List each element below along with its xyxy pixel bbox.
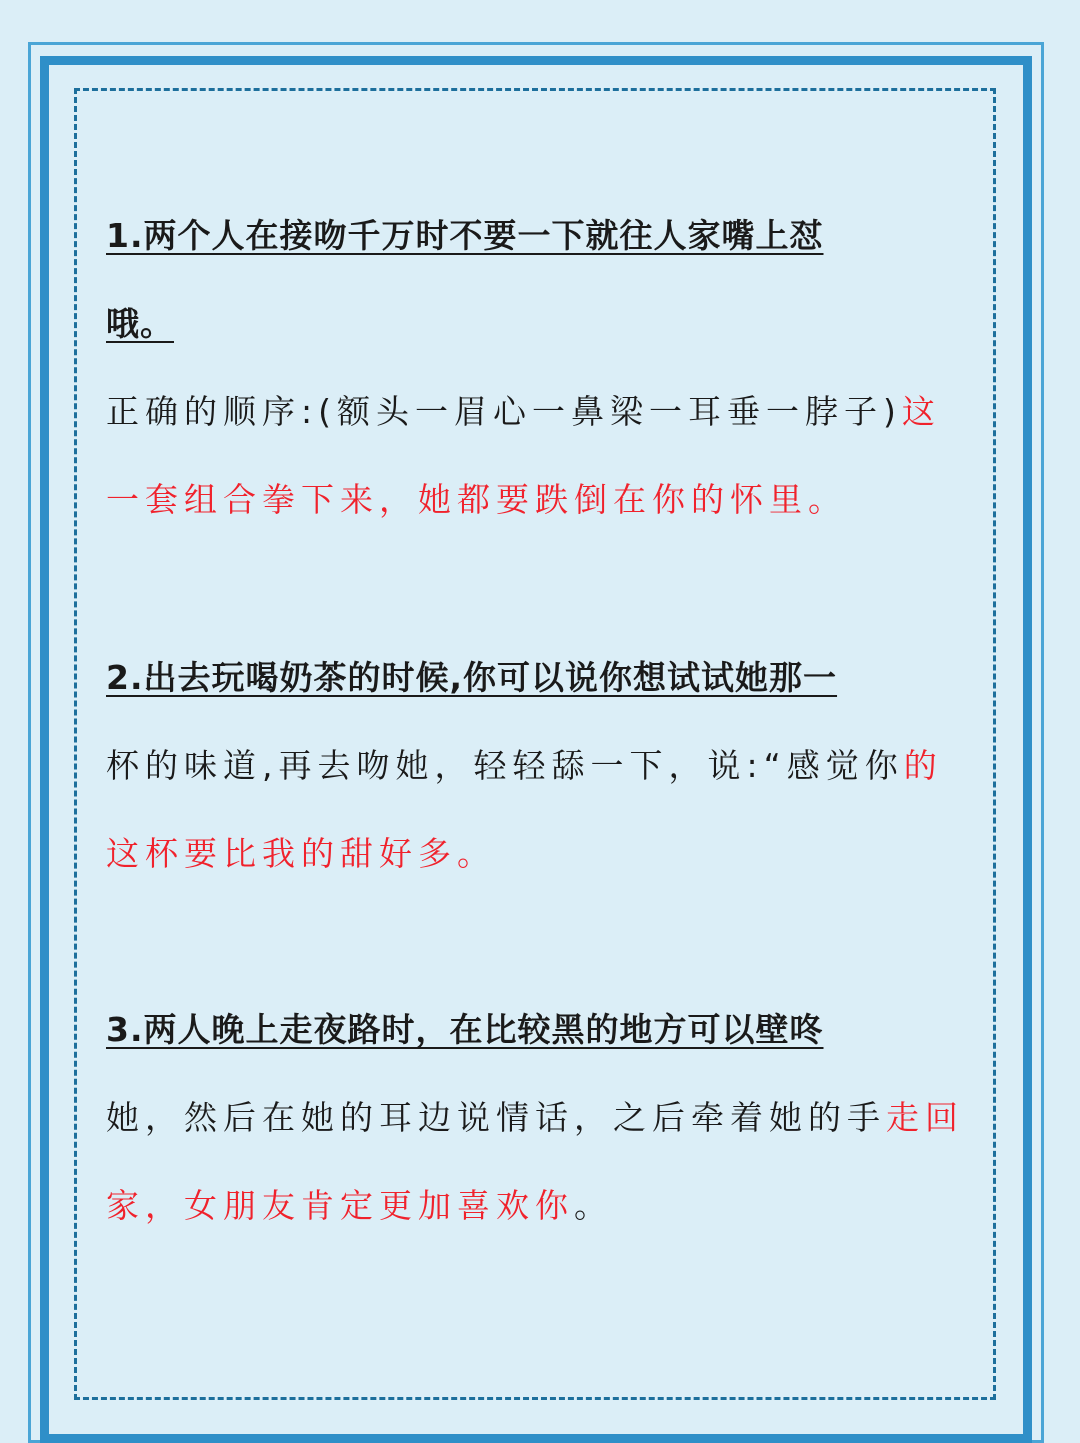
tip-3-body-line-1 [106,1098,964,1138]
tip-3-body-highlight: 走回 [886,1098,964,1137]
tip-2-body-text: 杯的味道,再去吻她，轻轻舔一下，说:“感觉你 [106,746,904,785]
tip-1-body-highlight: 这 [901,392,941,431]
tip-3-body-line-2 [106,1186,613,1226]
tip-2-body-line-1 [106,746,943,786]
tip-1-heading-line-2: 哦。 [106,304,174,343]
tip-2-body-line-2: 这杯要比我的甜好多。 [106,834,496,873]
tip-1-heading-line-1: 1.两个人在接吻千万时不要一下就往人家嘴上怼 [106,216,824,255]
tip-2-body-highlight: 的 [903,746,943,785]
tip-1-body-line-1 [106,392,941,432]
tip-1-body-text: 正确的顺序:(额头一眉心一鼻梁一耳垂一脖子) [106,392,902,431]
tip-3-body-highlight-2: 家，女朋友肯定更加喜欢你 [106,1186,574,1225]
tip-3-body-period: 。 [574,1186,613,1225]
tip-2-heading-line-1: 2.出去玩喝奶茶的时候,你可以说你想试试她那一 [106,658,838,697]
tip-1-body-line-2: 一套组合拳下来，她都要跌倒在你的怀里。 [106,480,847,519]
tip-3-heading-line-1: 3.两人晚上走夜路时，在比较黑的地方可以壁咚 [106,1010,824,1049]
tip-3-body-text: 她，然后在她的耳边说情话，之后牵着她的手 [106,1098,886,1137]
